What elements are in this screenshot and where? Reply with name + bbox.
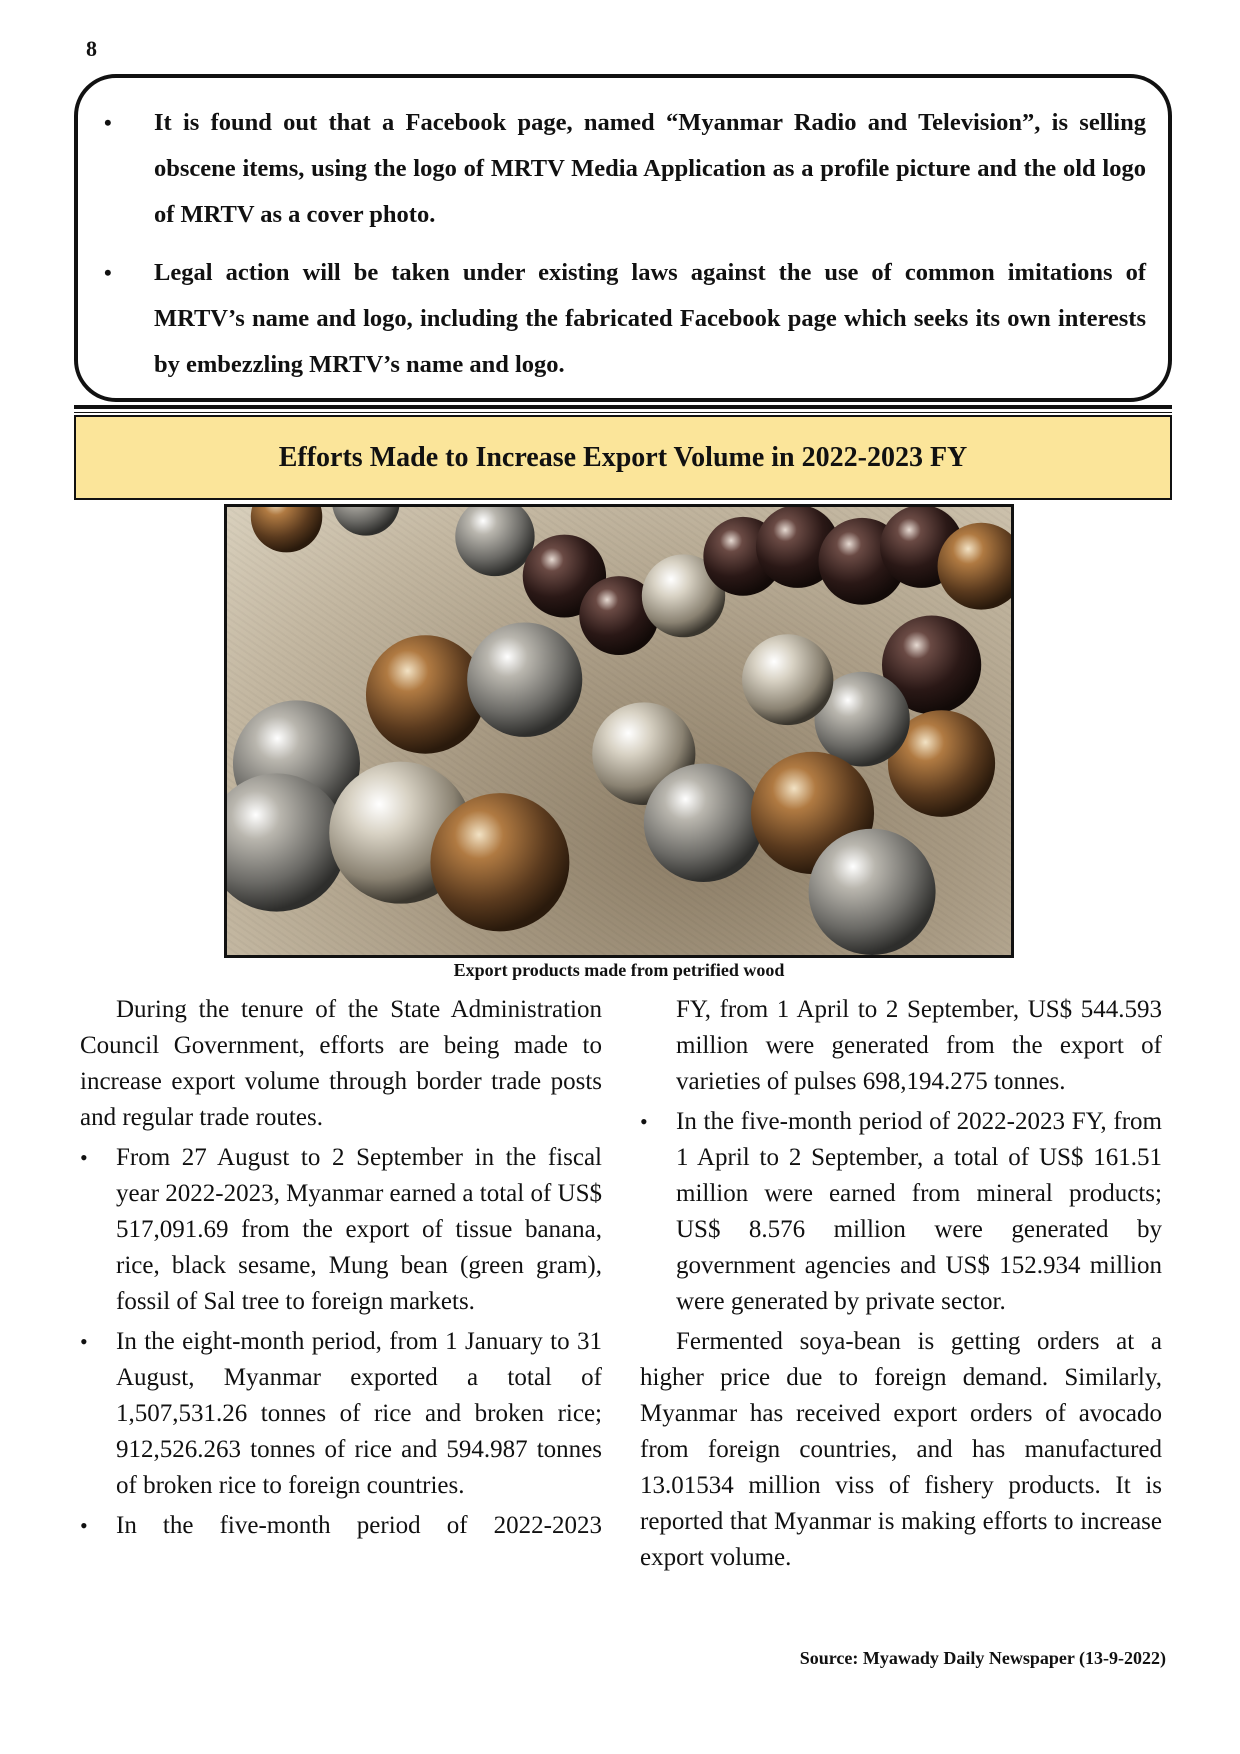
notice-item: • Legal action will be taken under existing laws against the use of common imitations of MRTV’s name and logo, including the fabricated Facebook page which seeks its own interests by embezzling MRTV’s name and logo. <box>134 250 1146 388</box>
headline-banner <box>74 415 1172 500</box>
export-bullet-list-right <box>640 1104 1162 1320</box>
export-bullet: • In the eight-month period, from 1 January to 31 August, Myanmar exported a total of 1,507,531.26 tonnes of rice and broken rice; 912,526.263 tonnes of rice and 594.987 tonnes of broken rice to foreign countries. <box>80 1324 602 1504</box>
divider-rule-thin <box>74 412 1172 413</box>
article-source: Source: Myawady Daily Newspaper (13-9-2022) <box>799 1648 1166 1668</box>
notice-box <box>74 74 1172 402</box>
photo-caption: Export products made from petrified wood <box>453 960 785 980</box>
article-intro: During the tenure of the State Administration Council Government, efforts are being made to increase export volume through border trade posts and regular trade routes. <box>80 996 602 1131</box>
article-column-right <box>640 992 1162 1576</box>
article-photo <box>224 504 1014 958</box>
export-bullet-continuation: FY, from 1 April to 2 September, US$ 544.593 million were generated from the export of varieties of pulses 698,194.275 tonnes. <box>676 996 1162 1095</box>
article-headline: Efforts Made to Increase Export Volume in 2022-2023 FY <box>278 441 968 473</box>
notice-list <box>134 100 1146 388</box>
bead-strand <box>227 507 1011 955</box>
divider-rule <box>74 405 1172 409</box>
article-column-left <box>80 992 602 1544</box>
export-bullet: • From 27 August to 2 September in the fiscal year 2022-2023, Myanmar earned a total of US$ 517,091.69 from the export of tissue banana, rice, black sesame, Mung bean (green gram), fossil of Sal tree to foreign markets. <box>80 1140 602 1320</box>
export-bullet: • In the five-month period of 2022-2023 <box>80 1508 602 1544</box>
export-bullet: • In the five-month period of 2022-2023 FY, from 1 April to 2 September, a total of US$ 161.51 million were earned from mineral products; US$ 8.576 million were generated by government agencies and US$ 152.934 million were generated by private sector. <box>640 1104 1162 1320</box>
page-number: 8 <box>86 36 97 61</box>
petrified-wood-beads-image <box>227 507 1011 955</box>
article-closing: Fermented soya-bean is getting orders at a higher price due to foreign demand. Similarly, Myanmar has received export orders of avocado from foreign countries, and has manufactured 13.01534 million viss of fishery products. It is reported that Myanmar is making efforts to increase export volume. <box>640 1328 1162 1571</box>
export-bullet-list <box>80 1140 602 1544</box>
notice-item: • It is found out that a Facebook page, named “Myanmar Radio and Television”, is selling obscene items, using the logo of MRTV Media Application as a profile picture and the old logo of MRTV as a cover photo. <box>134 100 1146 238</box>
